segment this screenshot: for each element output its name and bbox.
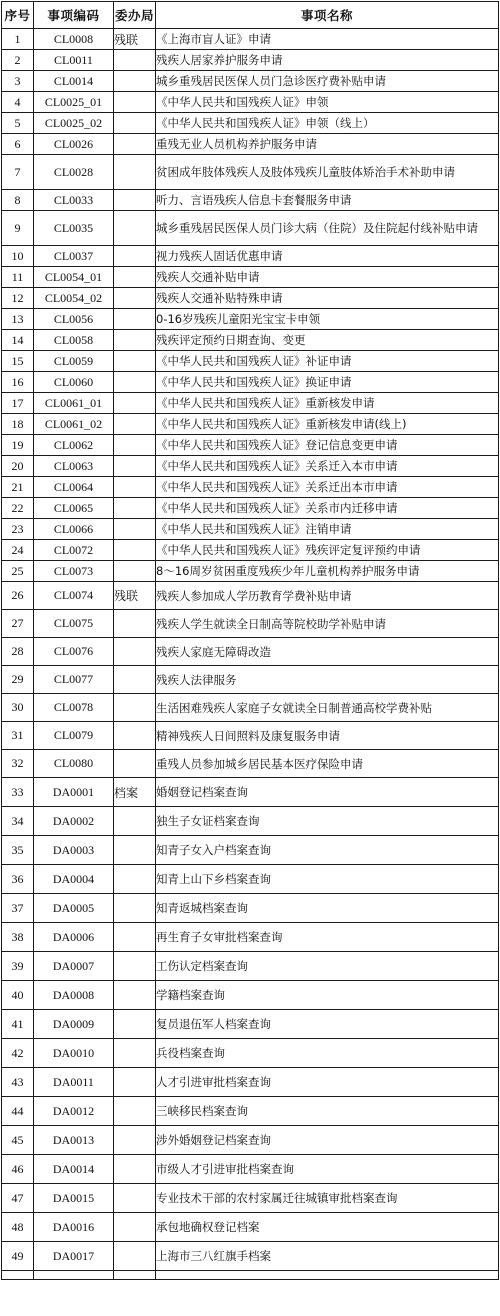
row-bureau (114, 519, 156, 540)
row-bureau (114, 330, 156, 351)
row-name: 残疾人参加成人学历教育学费补贴申请 (156, 582, 499, 610)
row-code: DA0014 (34, 1155, 114, 1184)
row-bureau (114, 71, 156, 92)
table-row (2, 211, 499, 246)
row-number: 36 (2, 865, 34, 894)
row-name: 视力残疾人固话优惠申请 (156, 246, 499, 267)
table-row (2, 561, 499, 582)
header-seq: 序号 (2, 2, 34, 29)
row-bureau (114, 750, 156, 778)
row-number: 27 (2, 610, 34, 638)
row-code: CL0054_02 (34, 288, 114, 309)
table-row (2, 865, 499, 894)
row-bureau (114, 1010, 156, 1039)
row-number: 35 (2, 836, 34, 865)
row-code: CL0073 (34, 561, 114, 582)
row-name: 上海市三八红旗手档案 (156, 1242, 499, 1271)
row-code: CL0079 (34, 722, 114, 750)
table-row (2, 330, 499, 351)
table-row (2, 894, 499, 923)
row-code: DA0010 (34, 1039, 114, 1068)
row-number: 32 (2, 750, 34, 778)
row-bureau (114, 351, 156, 372)
row-name: 残疾人交通补贴特殊申请 (156, 288, 499, 309)
table-body (2, 29, 499, 1280)
row-name: 0-16岁残疾儿童阳光宝宝卡申领 (156, 309, 499, 330)
row-code: CL0061_01 (34, 393, 114, 414)
row-bureau (114, 540, 156, 561)
row-bureau (114, 923, 156, 952)
table-row (2, 582, 499, 610)
table-row (2, 477, 499, 498)
row-number: 18 (2, 414, 34, 435)
row-bureau (114, 190, 156, 211)
row-number: 8 (2, 190, 34, 211)
table-row (2, 1010, 499, 1039)
row-number: 9 (2, 211, 34, 246)
row-bureau (114, 865, 156, 894)
row-code: DA0005 (34, 894, 114, 923)
table-row (2, 694, 499, 722)
table-row (2, 393, 499, 414)
table-row (2, 952, 499, 981)
table-row (2, 267, 499, 288)
row-number: 6 (2, 134, 34, 155)
row-number: 28 (2, 638, 34, 666)
row-name: 重残人员参加城乡居民基本医疗保险申请 (156, 750, 499, 778)
table-row (2, 540, 499, 561)
row-name: 听力、言语残疾人信息卡套餐服务申请 (156, 190, 499, 211)
row-number: 37 (2, 894, 34, 923)
table-row (2, 1242, 499, 1271)
row-code: DA0013 (34, 1126, 114, 1155)
row-name: 《中华人民共和国残疾人证》申领（线上） (156, 113, 499, 134)
empty-cell (114, 1271, 156, 1280)
row-code: DA0015 (34, 1184, 114, 1213)
row-number: 3 (2, 71, 34, 92)
row-code: CL0025_02 (34, 113, 114, 134)
row-bureau (114, 372, 156, 393)
header-row (2, 2, 499, 29)
row-code: CL0065 (34, 498, 114, 519)
row-number: 16 (2, 372, 34, 393)
empty-cell (156, 1271, 499, 1280)
row-bureau (114, 1097, 156, 1126)
row-name: 市级人才引进审批档案查询 (156, 1155, 499, 1184)
table-row (2, 638, 499, 666)
row-code: DA0001 (34, 778, 114, 807)
table-row (2, 498, 499, 519)
row-code: CL0026 (34, 134, 114, 155)
row-name: 专业技术干部的农村家属迁往城镇审批档案查询 (156, 1184, 499, 1213)
row-name: 婚姻登记档案查询 (156, 778, 499, 807)
row-name: 城乡重残居民医保人员门急诊医疗费补贴申请 (156, 71, 499, 92)
row-name: 《中华人民共和国残疾人证》补证申请 (156, 351, 499, 372)
row-code: CL0077 (34, 666, 114, 694)
row-code: CL0008 (34, 29, 114, 50)
row-bureau (114, 694, 156, 722)
row-number: 26 (2, 582, 34, 610)
row-bureau (114, 211, 156, 246)
row-bureau (114, 309, 156, 330)
row-code: CL0078 (34, 694, 114, 722)
table-row (2, 923, 499, 952)
empty-cell (34, 1271, 114, 1280)
row-name: 残疾人学生就读全日制高等院校助学补贴申请 (156, 610, 499, 638)
row-bureau (114, 1184, 156, 1213)
row-number: 47 (2, 1184, 34, 1213)
row-name: 《中华人民共和国残疾人证》重新核发申请 (156, 393, 499, 414)
row-number: 23 (2, 519, 34, 540)
table-row (2, 246, 499, 267)
table-row (2, 414, 499, 435)
row-number: 12 (2, 288, 34, 309)
row-code: CL0054_01 (34, 267, 114, 288)
row-name: 残疾人家庭无障碍改造 (156, 638, 499, 666)
row-name: 知青返城档案查询 (156, 894, 499, 923)
table-row (2, 50, 499, 71)
row-code: DA0007 (34, 952, 114, 981)
row-number: 48 (2, 1213, 34, 1242)
row-number: 44 (2, 1097, 34, 1126)
row-number: 49 (2, 1242, 34, 1271)
row-code: CL0072 (34, 540, 114, 561)
row-number: 42 (2, 1039, 34, 1068)
row-code: DA0016 (34, 1213, 114, 1242)
row-bureau (114, 50, 156, 71)
table-row (2, 71, 499, 92)
table-row (2, 981, 499, 1010)
row-number: 41 (2, 1010, 34, 1039)
row-code: DA0012 (34, 1097, 114, 1126)
row-name: 承包地确权登记档案 (156, 1213, 499, 1242)
table-row (2, 750, 499, 778)
row-code: DA0011 (34, 1068, 114, 1097)
row-bureau (114, 836, 156, 865)
row-bureau (114, 894, 156, 923)
row-name: 《中华人民共和国残疾人证》关系市内迁移申请 (156, 498, 499, 519)
row-number: 25 (2, 561, 34, 582)
row-bureau (114, 414, 156, 435)
row-name: 8～16周岁贫困重度残疾少年儿童机构养护服务申请 (156, 561, 499, 582)
row-number: 24 (2, 540, 34, 561)
row-bureau (114, 666, 156, 694)
row-number: 1 (2, 29, 34, 50)
row-code: CL0025_01 (34, 92, 114, 113)
row-number: 31 (2, 722, 34, 750)
row-bureau (114, 1213, 156, 1242)
row-number: 7 (2, 155, 34, 190)
row-number: 45 (2, 1126, 34, 1155)
row-number: 34 (2, 807, 34, 836)
row-bureau (114, 561, 156, 582)
row-code: CL0059 (34, 351, 114, 372)
row-name: 独生子女证档案查询 (156, 807, 499, 836)
table-row-partial (2, 1271, 499, 1280)
row-name: 《中华人民共和国残疾人证》残疾评定复评预约申请 (156, 540, 499, 561)
row-bureau (114, 456, 156, 477)
row-name: 《上海市盲人证》申请 (156, 29, 499, 50)
row-bureau (114, 1039, 156, 1068)
row-name: 残疾评定预约日期查询、变更 (156, 330, 499, 351)
row-bureau (114, 113, 156, 134)
table-row (2, 92, 499, 113)
row-code: CL0028 (34, 155, 114, 190)
row-code: DA0017 (34, 1242, 114, 1271)
table-row (2, 190, 499, 211)
table-row (2, 1126, 499, 1155)
row-bureau (114, 435, 156, 456)
row-code: DA0006 (34, 923, 114, 952)
row-number: 5 (2, 113, 34, 134)
row-code: CL0037 (34, 246, 114, 267)
row-name: 残疾人居家养护服务申请 (156, 50, 499, 71)
row-code: CL0062 (34, 435, 114, 456)
row-code: DA0003 (34, 836, 114, 865)
row-bureau: 档案 (114, 778, 156, 807)
row-name: 重残无业人员机构养护服务申请 (156, 134, 499, 155)
row-number: 22 (2, 498, 34, 519)
row-bureau: 残联 (114, 29, 156, 50)
row-code: DA0004 (34, 865, 114, 894)
row-number: 40 (2, 981, 34, 1010)
row-bureau (114, 952, 156, 981)
row-name: 《中华人民共和国残疾人证》登记信息变更申请 (156, 435, 499, 456)
row-code: CL0064 (34, 477, 114, 498)
row-number: 39 (2, 952, 34, 981)
table-row (2, 610, 499, 638)
table-row (2, 309, 499, 330)
table-row (2, 778, 499, 807)
matters-table (1, 1, 499, 1280)
row-code: DA0002 (34, 807, 114, 836)
table-row (2, 351, 499, 372)
row-bureau: 残联 (114, 582, 156, 610)
row-name: 《中华人民共和国残疾人证》注销申请 (156, 519, 499, 540)
row-number: 13 (2, 309, 34, 330)
row-bureau (114, 92, 156, 113)
row-bureau (114, 610, 156, 638)
table-row (2, 435, 499, 456)
row-bureau (114, 807, 156, 836)
row-number: 10 (2, 246, 34, 267)
row-code: CL0061_02 (34, 414, 114, 435)
table-row (2, 1097, 499, 1126)
row-name: 残疾人法律服务 (156, 666, 499, 694)
row-name: 兵役档案查询 (156, 1039, 499, 1068)
row-bureau (114, 981, 156, 1010)
header-code: 事项编码 (34, 2, 114, 29)
row-bureau (114, 498, 156, 519)
table-row (2, 1039, 499, 1068)
row-code: CL0056 (34, 309, 114, 330)
row-name: 学籍档案查询 (156, 981, 499, 1010)
row-bureau (114, 1242, 156, 1271)
row-bureau (114, 246, 156, 267)
row-number: 11 (2, 267, 34, 288)
row-bureau (114, 155, 156, 190)
row-number: 29 (2, 666, 34, 694)
table-row (2, 456, 499, 477)
table-row (2, 1213, 499, 1242)
row-name: 工伤认定档案查询 (156, 952, 499, 981)
row-bureau (114, 288, 156, 309)
row-code: CL0035 (34, 211, 114, 246)
row-code: DA0009 (34, 1010, 114, 1039)
row-name: 《中华人民共和国残疾人证》关系迁出本市申请 (156, 477, 499, 498)
row-name: 《中华人民共和国残疾人证》重新核发申请(线上) (156, 414, 499, 435)
table-row (2, 807, 499, 836)
table-row (2, 1155, 499, 1184)
row-bureau (114, 1155, 156, 1184)
row-number: 33 (2, 778, 34, 807)
table-row (2, 113, 499, 134)
table-row (2, 134, 499, 155)
row-bureau (114, 722, 156, 750)
row-code: CL0074 (34, 582, 114, 610)
table-row (2, 1184, 499, 1213)
row-name: 知青子女入户档案查询 (156, 836, 499, 865)
table-row (2, 666, 499, 694)
row-name: 生活困难残疾人家庭子女就读全日制普通高校学费补贴 (156, 694, 499, 722)
row-code: CL0080 (34, 750, 114, 778)
row-name: 人才引进审批档案查询 (156, 1068, 499, 1097)
table-row (2, 519, 499, 540)
table-row (2, 836, 499, 865)
row-name: 贫困成年肢体残疾人及肢体残疾儿童肢体矫治手术补助申请 (156, 155, 499, 190)
row-bureau (114, 134, 156, 155)
row-number: 17 (2, 393, 34, 414)
row-bureau (114, 1068, 156, 1097)
row-bureau (114, 638, 156, 666)
row-number: 20 (2, 456, 34, 477)
row-bureau (114, 477, 156, 498)
row-number: 2 (2, 50, 34, 71)
row-name: 精神残疾人日间照料及康复服务申请 (156, 722, 499, 750)
row-code: CL0011 (34, 50, 114, 71)
row-code: CL0066 (34, 519, 114, 540)
row-number: 30 (2, 694, 34, 722)
row-number: 43 (2, 1068, 34, 1097)
row-number: 46 (2, 1155, 34, 1184)
row-bureau (114, 1126, 156, 1155)
row-number: 14 (2, 330, 34, 351)
row-code: CL0014 (34, 71, 114, 92)
row-number: 38 (2, 923, 34, 952)
row-number: 15 (2, 351, 34, 372)
table-row (2, 155, 499, 190)
row-name: 知青上山下乡档案查询 (156, 865, 499, 894)
table-row (2, 29, 499, 50)
row-number: 19 (2, 435, 34, 456)
row-code: CL0060 (34, 372, 114, 393)
row-code: CL0076 (34, 638, 114, 666)
row-bureau (114, 267, 156, 288)
row-code: CL0063 (34, 456, 114, 477)
row-name: 复员退伍军人档案查询 (156, 1010, 499, 1039)
row-code: CL0033 (34, 190, 114, 211)
row-name: 再生育子女审批档案查询 (156, 923, 499, 952)
row-code: DA0008 (34, 981, 114, 1010)
table-row (2, 288, 499, 309)
table-row (2, 1068, 499, 1097)
row-name: 《中华人民共和国残疾人证》申领 (156, 92, 499, 113)
table-row (2, 722, 499, 750)
row-bureau (114, 393, 156, 414)
row-name: 《中华人民共和国残疾人证》换证申请 (156, 372, 499, 393)
row-number: 4 (2, 92, 34, 113)
row-name: 三峡移民档案查询 (156, 1097, 499, 1126)
header-bureau: 委办局 (114, 2, 156, 29)
row-name: 残疾人交通补贴申请 (156, 267, 499, 288)
row-code: CL0075 (34, 610, 114, 638)
row-name: 《中华人民共和国残疾人证》关系迁入本市申请 (156, 456, 499, 477)
header-name: 事项名称 (156, 2, 499, 29)
row-name: 城乡重残居民医保人员门诊大病（住院）及住院起付线补贴申请 (156, 211, 499, 246)
empty-cell (2, 1271, 34, 1280)
row-name: 涉外婚姻登记档案查询 (156, 1126, 499, 1155)
table-row (2, 372, 499, 393)
row-number: 21 (2, 477, 34, 498)
row-code: CL0058 (34, 330, 114, 351)
